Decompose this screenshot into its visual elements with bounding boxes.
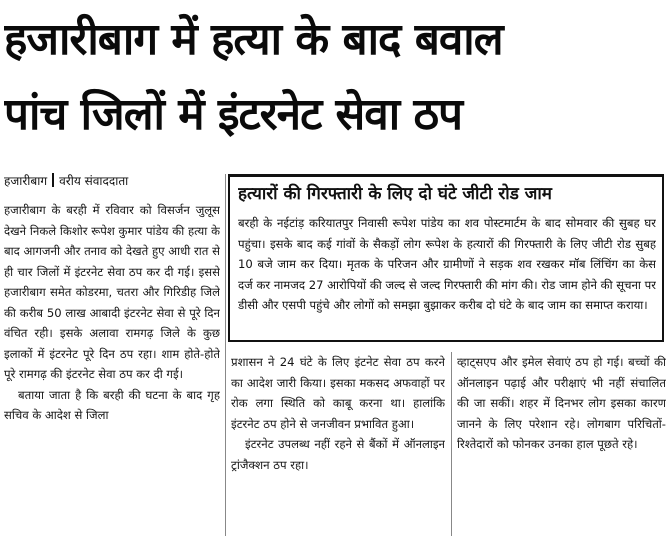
article-column-3 (457, 352, 666, 536)
column-divider (451, 352, 452, 536)
sidebar-box (228, 174, 664, 342)
sidebar-box-title: हत्यारों की गिरफ्तारी के लिए दो घंटे जीटी रोड जाम (238, 184, 552, 204)
byline-place: हजारीबाग (4, 174, 48, 188)
article-column-1 (4, 200, 220, 536)
column-2-paragraph-2: इंटरनेट उपलब्ध नहीं रहने से बैंकों में ऑनलाइन ट्रांजैक्शन ठप रहा। (231, 437, 445, 472)
article-column-2 (231, 352, 445, 536)
column-2-paragraph-1: प्रशासन ने 24 घंटे के लिए इंटनेट सेवा ठप करने का आदेश जारी किया। इसका मकसद अफवाहों पर रोक लगा स्थिति को काबू करना था। हालांकि इंटरनेट ठप होने से जनजीवन प्रभावित हुआ। (231, 355, 445, 431)
column-1-paragraph-1: हजारीबाग के बरही में रविवार को विसर्जन जुलूस देखने निकले किशोर रूपेश कुमार पांडेय की हत्या के बाद आगजनी और तनाव को देखते हुए आधी रात से ही चार जिलों में इंटरनेट सेवा ठप कर दी गई। इससे हजारीबाग समेत कोडरमा, चतरा और गिरिडीह जिले की करीब 50 लाख आबादी इंटरनेट सेवा से पूरे दिन वंचित रही। इसके अलावा रामगढ़ जिले के कुछ इलाकों में इंटरनेट पूरे दिन ठप रहा। शाम होते-होते पूरे रामगढ़ की इंटरनेट सेवा ठप कर दी गई। (4, 203, 220, 381)
column-divider (225, 174, 226, 536)
byline-separator (52, 173, 54, 187)
headline-line-1: हजारीबाग में हत्या के बाद बवाल (4, 14, 503, 65)
column-3-paragraph-1: व्हाट्सएप और इमेल सेवाएं ठप हो गई। बच्चों की ऑनलाइन पढ़ाई और परीक्षाएं भी नहीं संचालित की जा सकीं। शहर में दिनभर लोग इसका कारण जानने के लिए परेशान रहे। लोगबाग परिचितों-रिश्तेदारों को फोनकर उनका हाल पूछते रहे। (457, 355, 666, 451)
column-1-paragraph-2: बताया जाता है कि बरही की घटना के बाद गृह सचिव के आदेश से जिला (4, 387, 220, 422)
headline-line-2: पांच जिलों में इंटरनेट सेवा ठप (4, 89, 463, 140)
sidebar-box-body: बरही के नईटांड़ करियातपुर निवासी रूपेश पांडेय का शव पोस्टमार्टम के बाद सोमवार की सुबह घर पहुंचा। इसके बाद कई गांवों के सैकड़ों लोग रूपेश के हत्यारों की गिरफ्तारी के लिए जीटी रोड सुबह 10 बजे जाम कर दिया। मृतक के परिजन और ग्रामीणों ने सड़क शव रखकर मॉब लिंचिंग का केस दर्ज कर नामजद 27 आरोपियों की जल्द से जल्द गिरफ्तारी की मांग की। रोड जाम होने की सूचना पर डीसी और एसपी पहुंचे और लोगों को समझा बुझाकर करीब दो घंटे के बाद जाम का समाप्त कराया। (238, 216, 656, 312)
byline-reporter: वरीय संवाददाता (59, 174, 129, 188)
byline (4, 172, 224, 190)
